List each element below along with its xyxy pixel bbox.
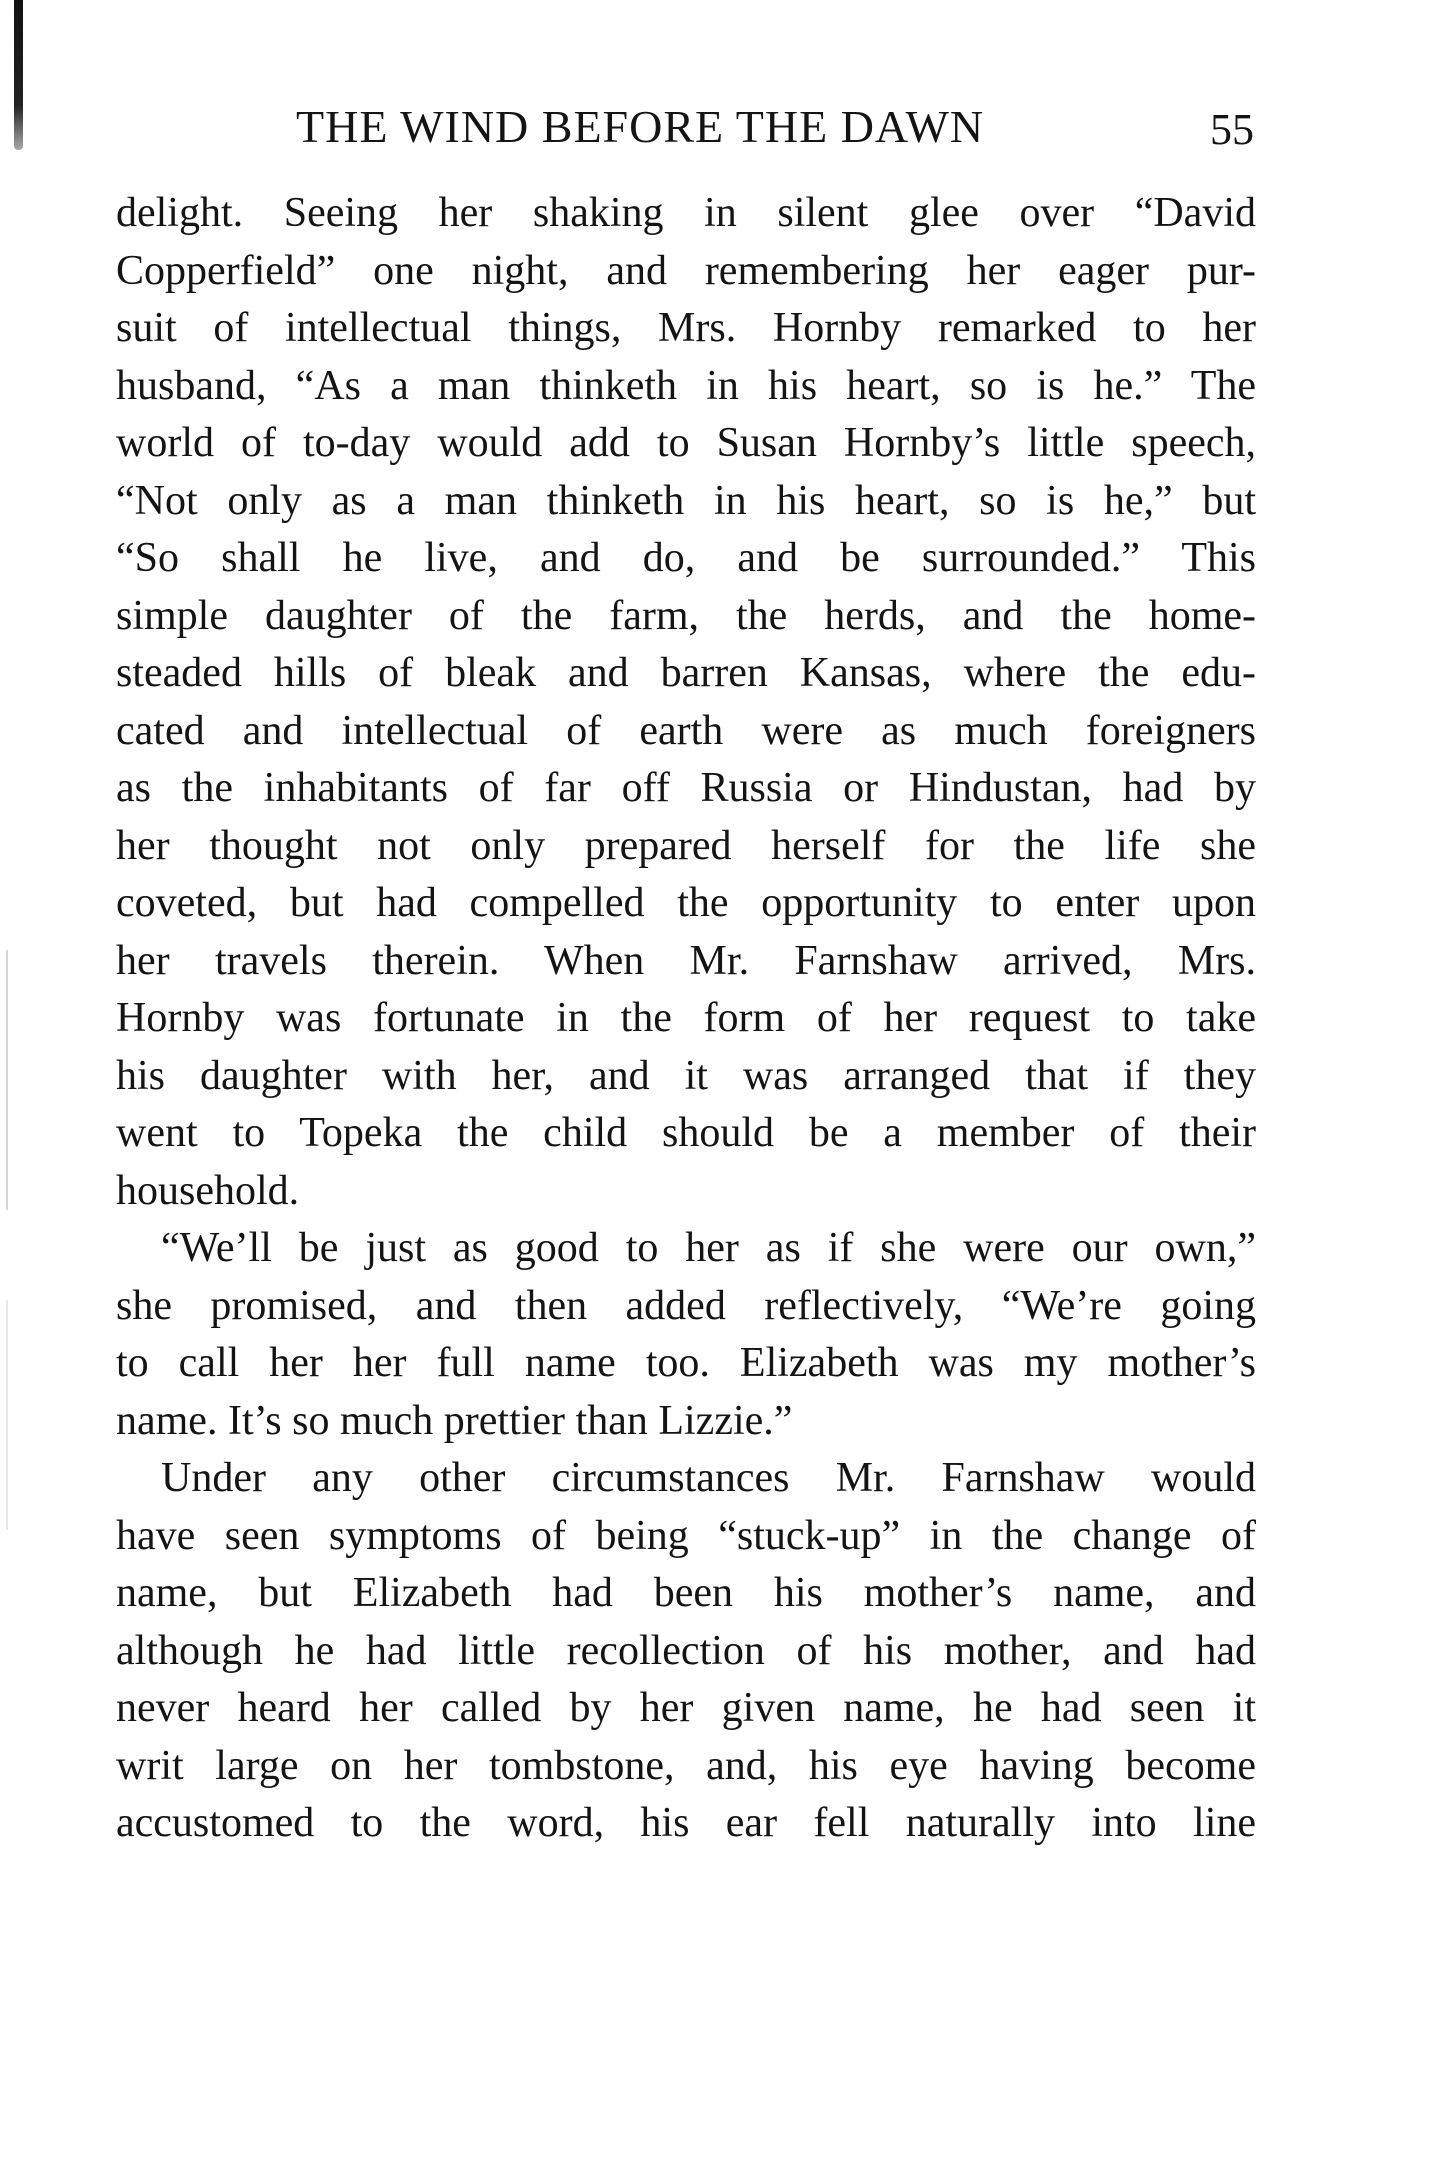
body-text: [116, 185, 1256, 1853]
text-line: his daughter with her, and it was arranged that if they: [116, 1052, 1256, 1099]
text-line: “Not only as a man thinketh in his heart, so is he,” but: [116, 477, 1256, 524]
text-line: she promised, and then added reflectively, “We’re going: [116, 1282, 1256, 1329]
text-line: husband, “As a man thinketh in his heart, so is he.” The: [116, 362, 1256, 409]
text-line: simple daughter of the farm, the herds, and the home-: [116, 592, 1256, 639]
text-line: delight. Seeing her shaking in silent glee over “David: [116, 190, 1256, 236]
text-line: steaded hills of bleak and barren Kansas, where the edu-: [116, 650, 1256, 696]
text-line: although he had little recollection of his mother, and had: [116, 1627, 1256, 1674]
margin-speck: [6, 950, 8, 1210]
running-head: [116, 100, 1274, 160]
text-line: Under any other circumstances Mr. Farnshaw would: [161, 1455, 1256, 1501]
text-line: have seen symptoms of being “stuck-up” in the change of: [116, 1512, 1256, 1559]
text-line: went to Topeka the child should be a member of their: [116, 1110, 1256, 1156]
text-line: name. It’s so much prettier than Lizzie.”: [116, 1397, 793, 1444]
text-line: “We’ll be just as good to her as if she were our own,”: [161, 1225, 1256, 1271]
text-line: suit of intellectual things, Mrs. Hornby remarked to her: [116, 305, 1256, 351]
margin-speck: [6, 1300, 8, 1530]
text-line: her thought not only prepared herself for the life she: [116, 822, 1256, 869]
text-line: world of to-day would add to Susan Hornby’s little speech,: [116, 420, 1256, 466]
text-line: to call her her full name too. Elizabeth was my mother’s: [116, 1340, 1256, 1386]
text-line: cated and intellectual of earth were as much foreigners: [116, 707, 1256, 754]
page-number: 55: [1210, 105, 1254, 154]
text-line: writ large on her tombstone, and, his eye having become: [116, 1742, 1256, 1789]
text-line: “So shall he live, and do, and be surrounded.” This: [116, 535, 1256, 581]
text-line: accustomed to the word, his ear fell naturally into line: [116, 1800, 1256, 1846]
text-line: name, but Elizabeth had been his mother’s name, and: [116, 1570, 1256, 1616]
paragraph: [116, 1450, 1256, 1853]
text-line: never heard her called by her given name, he had seen it: [116, 1685, 1256, 1731]
binding-edge-shadow: [14, 0, 23, 150]
text-line: household.: [116, 1167, 300, 1214]
text-line: her travels therein. When Mr. Farnshaw arrived, Mrs.: [116, 937, 1256, 984]
text-line: coveted, but had compelled the opportunity to enter upon: [116, 880, 1256, 926]
paragraph: [116, 1220, 1256, 1450]
text-line: as the inhabitants of far off Russia or Hindustan, had by: [116, 765, 1256, 811]
paragraph: [116, 185, 1256, 1220]
running-title: THE WIND BEFORE THE DAWN: [296, 101, 985, 152]
text-line: Hornby was fortunate in the form of her request to take: [116, 995, 1256, 1041]
text-line: Copperfield” one night, and remembering her eager pur-: [116, 247, 1256, 294]
